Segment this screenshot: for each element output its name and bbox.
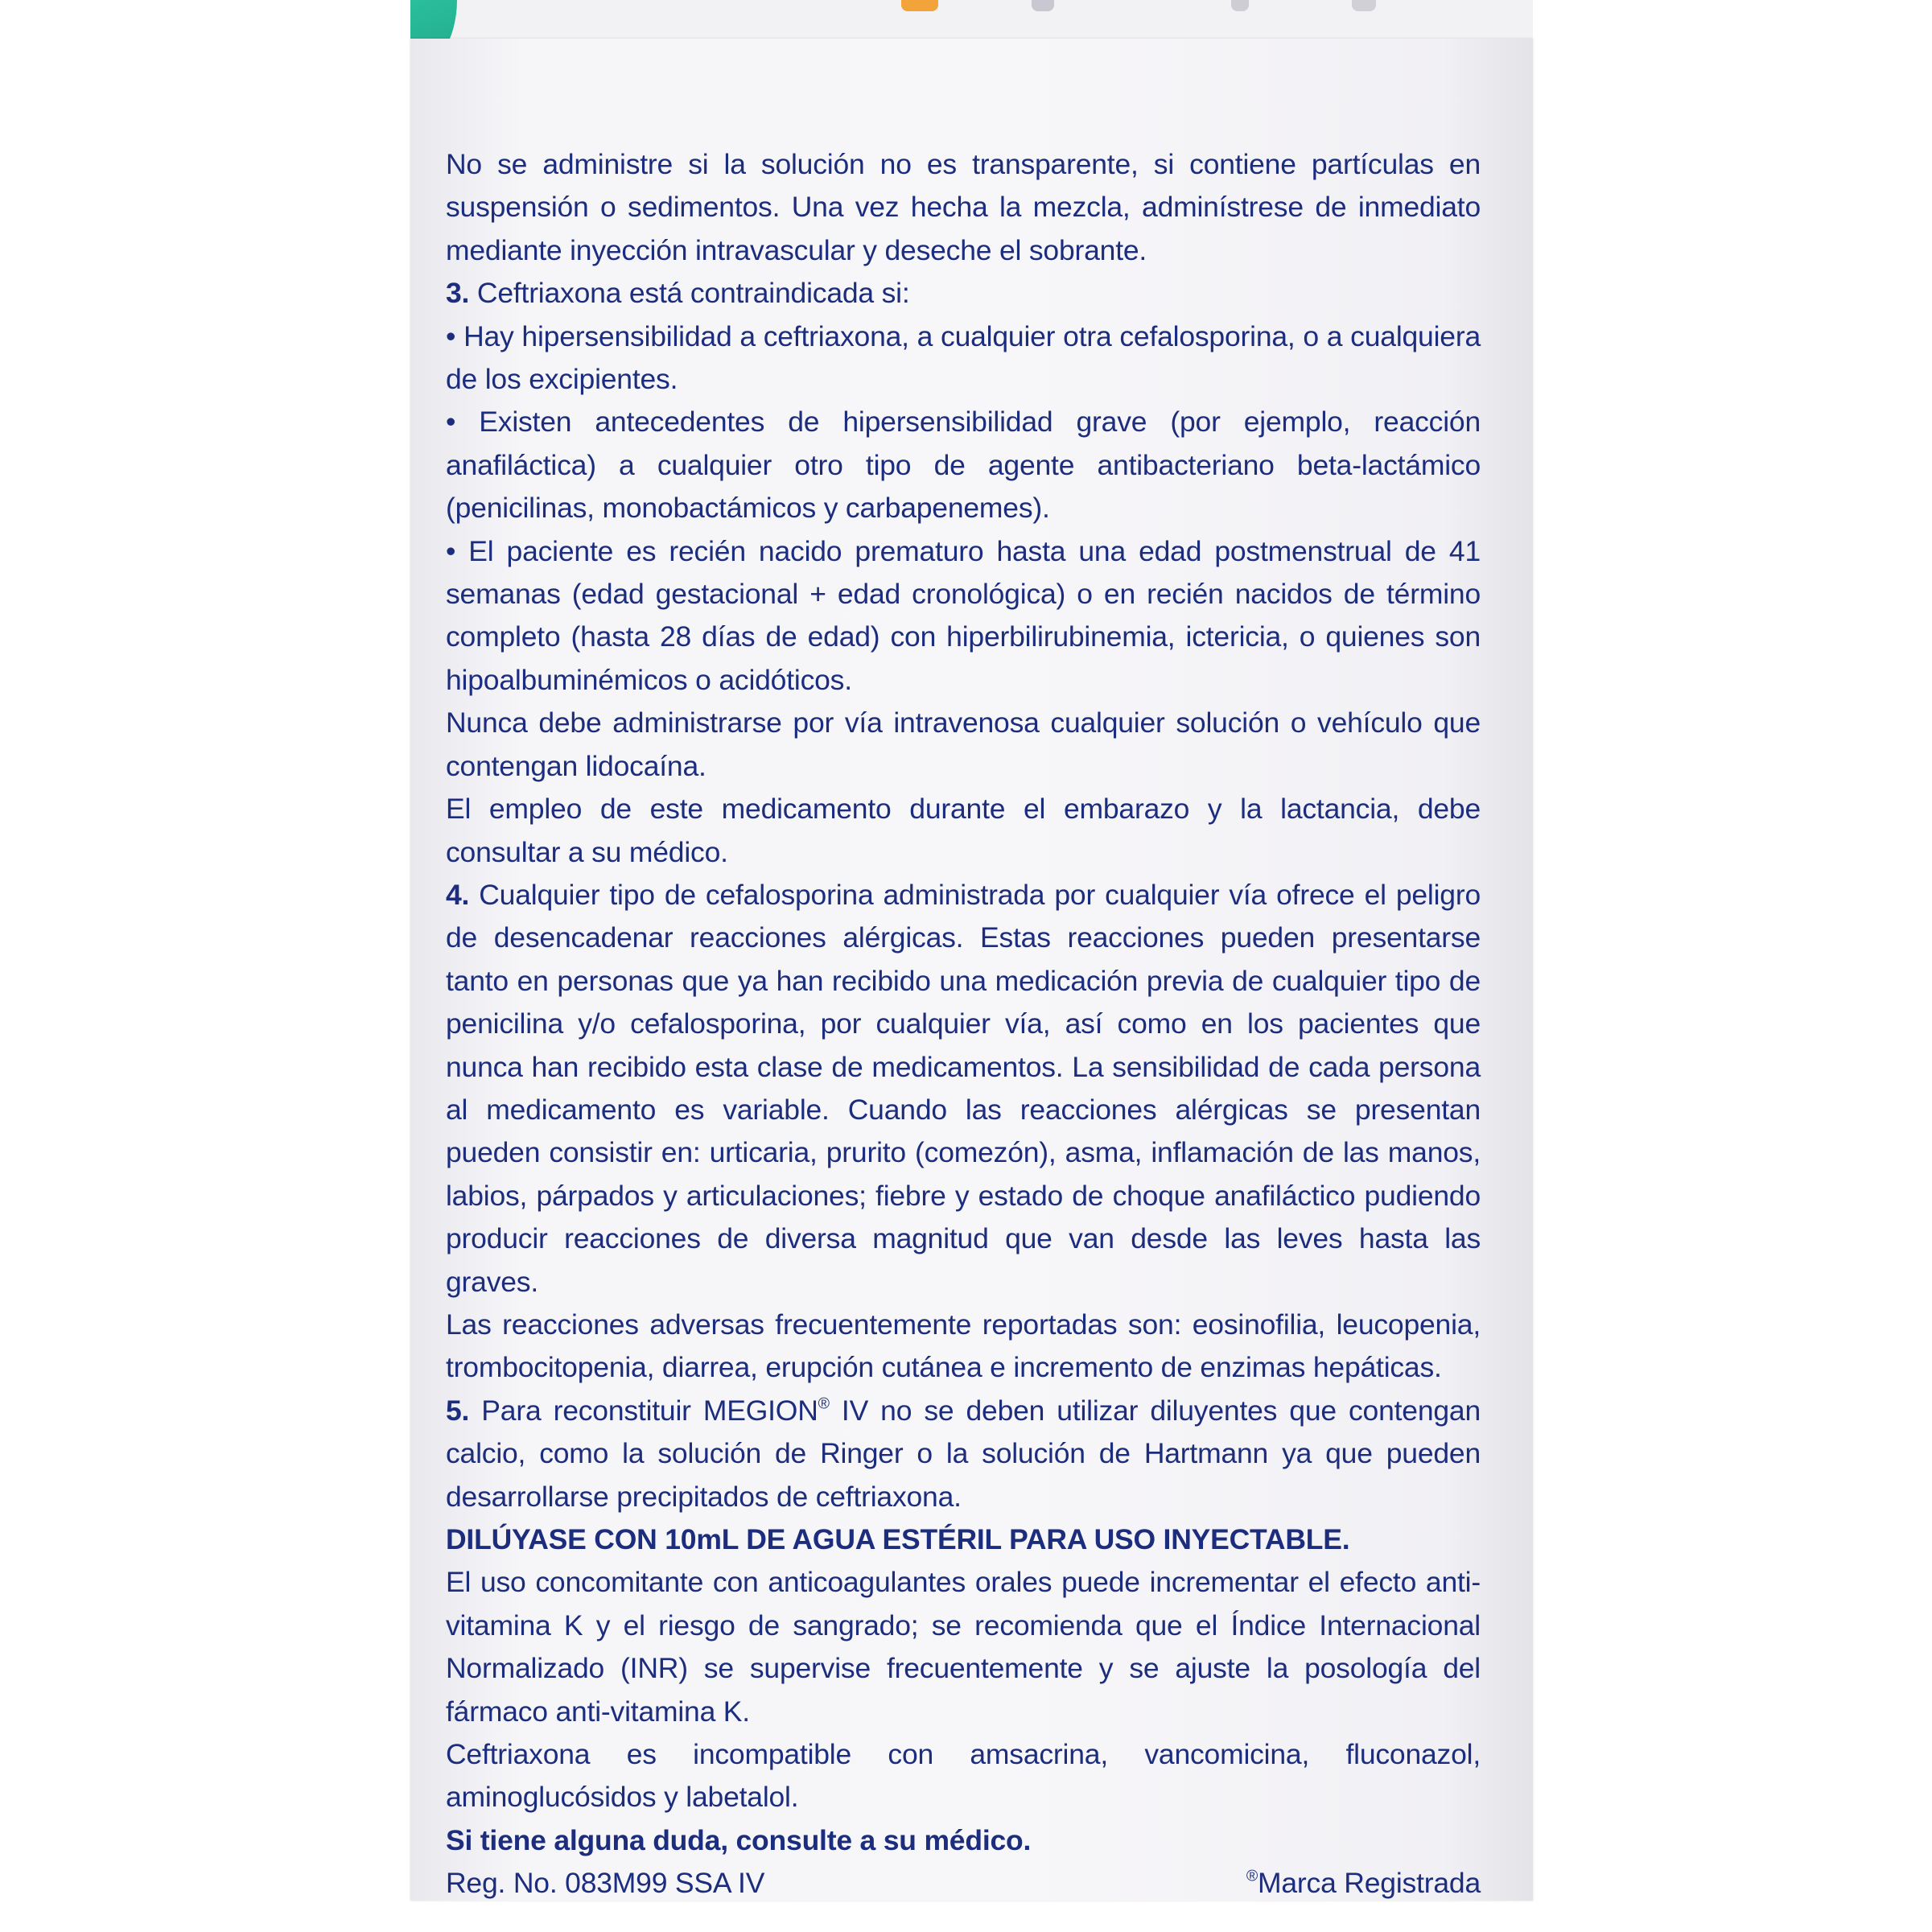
registration-number: Reg. No. 083M99 SSA IV [446, 1867, 765, 1900]
dilution-notice: DILÚYASE CON 10mL DE AGUA ESTÉRIL PARA USO INYECTABLE. [446, 1523, 1350, 1555]
registered-mark: ® [818, 1394, 830, 1413]
trademark-note: ®Marca Registrada [1246, 1867, 1481, 1900]
paragraph-anticoagulants: El uso concomitante con anticoagulantes orales puede incrementar el efecto anti-vitamina K y el riesgo de sangrado; se recomienda que el Índice Internacional Normalizado (INR) se supervise frecuentemente y se ajuste la posología del fármaco anti-vitamina K. [446, 1566, 1481, 1728]
paragraph-pregnancy-warning: El empleo de este medicamento durante el embarazo y la lactancia, debe consultar a su médico. [446, 793, 1481, 868]
paragraph-adverse-reactions: Las reacciones adversas frecuentemente reportadas son: eosinofilia, leucopenia, trombocitopenia, diarrea, erupción cutánea e incremento de enzimas hepáticas. [446, 1308, 1481, 1384]
top-print-fragment-gray [1032, 0, 1054, 11]
paragraph-lidocaine-warning: Nunca debe administrarse por vía intravenosa cualquier solución o vehículo que contengan lidocaína. [446, 706, 1481, 782]
registered-mark: ® [1246, 1867, 1258, 1885]
item-number: 3. [446, 277, 470, 310]
item-number: 4. [446, 878, 470, 911]
top-print-fragment-orange [901, 0, 938, 11]
footer [446, 1862, 1481, 1905]
bullet-hypersensitivity: • Hay hipersensibilidad a ceftriaxona, a cualquier otra cefalosporina, o a cualquiera de los excipientes. [446, 319, 1481, 396]
paragraph-transparency-warning: No se administre si la solución no es transparente, si contiene partículas en suspensión o sedimentos. Una vez hecha la mezcla, adminístrese de inmediato mediante inyección intravascular y deseche el sobrante. [446, 148, 1481, 266]
paragraph-incompatibilities: Ceftriaxona es incompatible con amsacrina, vancomicina, fluconazol, aminoglucósidos y labetalol. [446, 1738, 1481, 1814]
item-number: 5. [446, 1394, 470, 1427]
paragraph-contraindications-intro: 3. Ceftriaxona está contraindicada si: [446, 277, 910, 310]
top-print-fragment-gray [1352, 0, 1376, 11]
bullet-anaphylaxis-history: • Existen antecedentes de hipersensibilidad grave (por ejemplo, reacción anafiláctica) a cualquier otro tipo de agente antibacteriano beta-lactámico (penicilinas, monobactámicos y carbapenemes). [446, 406, 1481, 525]
paragraph-reconstitution: 5. Para reconstituir MEGION® IV no se deben utilizar diluyentes que contengan calcio, como la solución de Ringer o la solución de Hartmann ya que pueden desarrollarse precipitados de ceftriaxona. [446, 1394, 1481, 1513]
bullet-newborns: • El paciente es recién nacido prematuro hasta una edad postmenstrual de 41 semanas (edad gestacional + edad cronológica) o en recién nacidos de término completo (hasta 28 días de edad) con hiperbilirubinemia, ictericia, o quienes son hipoalbuminémicos o acidóticos. [446, 534, 1481, 696]
top-print-fragment-gray [1231, 0, 1249, 11]
doubt-notice: Si tiene alguna duda, consulte a su médico. [446, 1823, 1032, 1856]
package-insert-text [446, 143, 1481, 1905]
paragraph-allergic-reactions: 4. Cualquier tipo de cefalosporina administrada por cualquier vía ofrece el peligro de desencadenar reacciones alérgicas. Estas reacciones pueden presentarse tanto en personas que ya han recibido una medicación previa de cualquier tipo de penicilina y/o cefalosporina, por cualquier vía, así como en los pacientes que nunca han recibido esta clase de medicamentos. La sensibilidad de cada persona al medicamento es variable. Cuando las reacciones alérgicas se presentan pueden consistir en: urticaria, prurito (comezón), asma, inflamación de las manos, labios, párpados y articulaciones; fiebre y estado de choque anafiláctico pudiendo producir reacciones de diversa magnitud que van desde las leves hasta las graves. [446, 878, 1481, 1298]
